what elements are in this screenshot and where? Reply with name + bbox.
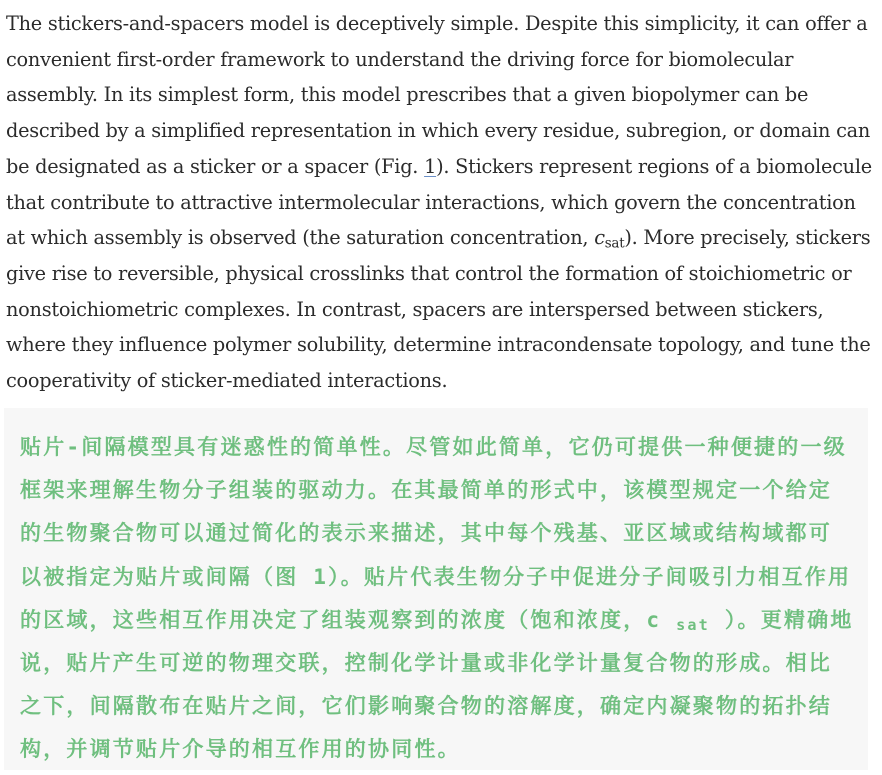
csat-subscript: sat [604,235,625,252]
translation-box [4,408,868,770]
english-text-part3: ). More precisely, stickers give rise to reversible, physical crosslinks that control the formation of stoichiometric or nonstoichiometric complexes. In contrast, spacers are interspersed between stickers, where they influence polymer solubility, determine intracondensate topology, and tune the cooperativity of sticker-mediated interactions. [6,226,871,393]
english-text-part2: ). Stickers represent regions of a biomolecule that contribute to attractive intermolecular interactions, which govern the concentration at which assembly is observed (the saturation concentration, [6,154,872,250]
english-paragraph [6,6,874,399]
chinese-csat-subscript: sat [676,615,710,634]
figure-1-link[interactable]: 1 [424,154,437,178]
chinese-text-part2: ）。更精确地说，贴片产生可逆的物理交联，控制化学计量或非化学计量复合物的形成。相比之下，间隔散布在贴片之间，它们影响聚合物的溶解度，确定内凝聚物的拓扑结构，并调节贴片介导的相互作用的协同性。 [20,607,854,762]
chinese-translation-paragraph [20,426,854,772]
chinese-text-part1: 贴片-间隔模型具有迷惑性的简单性。尽管如此简单，它仍可提供一种便捷的一级框架来理解生物分子组装的驱动力。在其最简单的形式中，该模型规定一个给定的生物聚合物可以通过简化的表示来描述，其中每个残基、亚区域或结构域都可以被指定为贴片或间隔（图 1）。贴片代表生物分子中促进分子间吸引力相互作用的区域，这些相互作用决定了组装观察到的浓度（饱和浓度，c [20,435,852,632]
english-text-part1: The stickers-and-spacers model is deceptively simple. Despite this simplicity, it can offer a convenient first-order framework to understand the driving force for biomolecular assembly. In its simplest form, this model prescribes that a given biopolymer can be described by a simplified representation in which every residue, subregion, or domain can be designated as a sticker or a spacer (Fig. [6,12,871,178]
csat-symbol: c [594,226,605,250]
